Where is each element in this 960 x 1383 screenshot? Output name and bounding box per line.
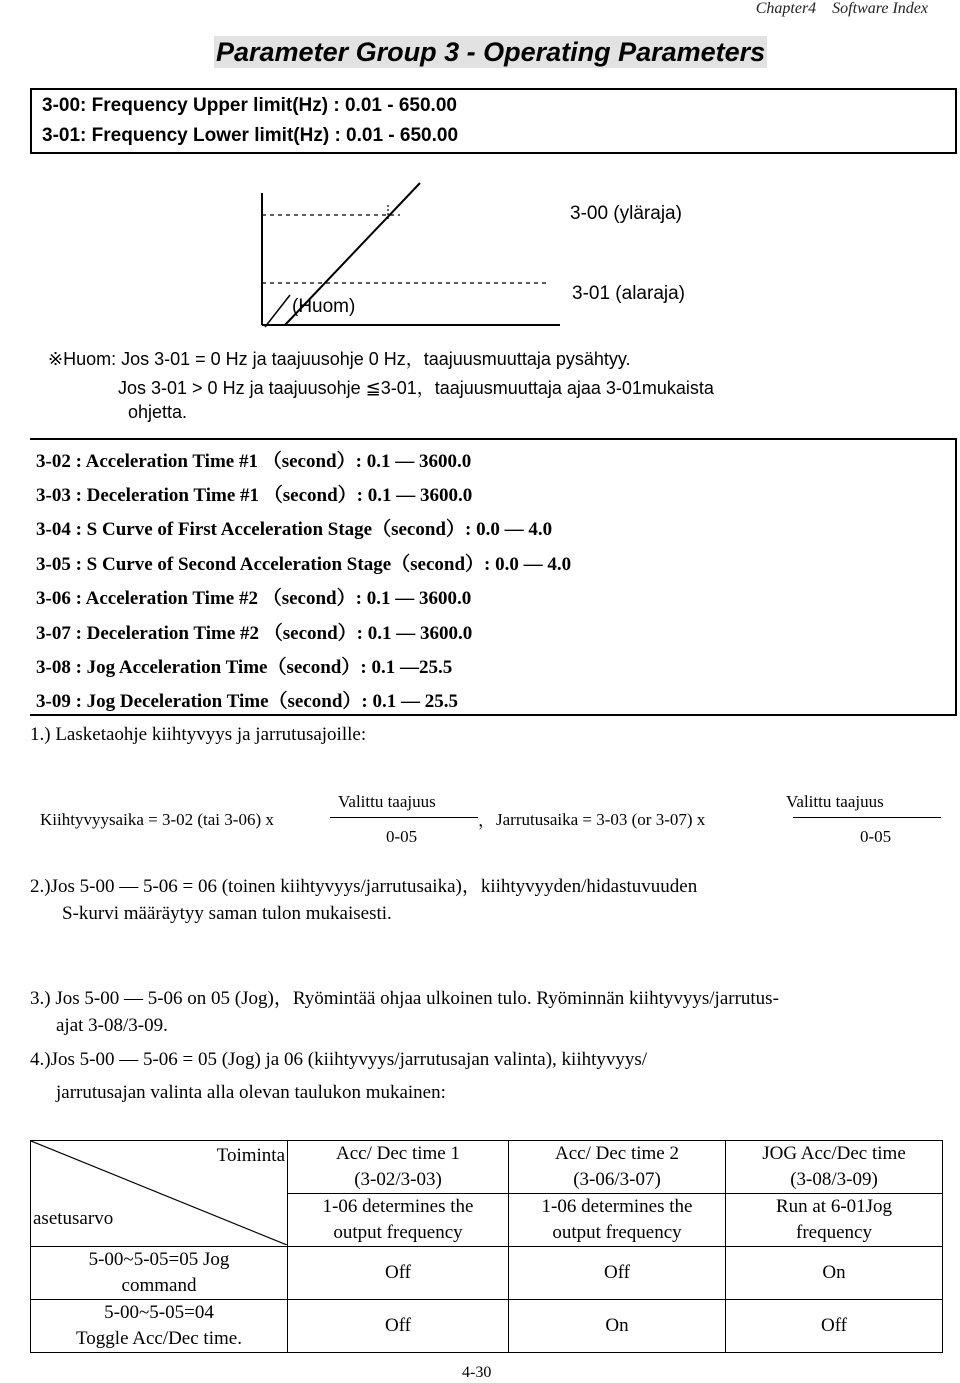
item-3-line-2: ajat 3-08/3-09.	[56, 1015, 168, 1036]
item-2-line-2: S-kurvi määräytyy saman tulon mukaisesti.	[62, 903, 392, 924]
table-cell	[288, 1194, 509, 1247]
acc-dec-selection-table	[30, 1140, 943, 1353]
corner-bottom-label: asetusarvo	[33, 1208, 114, 1229]
diagram-huom-stroke	[265, 295, 290, 327]
col-header-2-line-2: (3-06/3-07)	[573, 1169, 661, 1190]
col-header-2	[509, 1141, 726, 1194]
table-header-row	[31, 1141, 943, 1194]
formula-decel-left: Jarrutusaika = 3-03 (or 3-07) x	[496, 810, 706, 829]
cell-line: command	[121, 1275, 197, 1296]
table-cell: On	[726, 1247, 943, 1300]
section-label: Software Index	[832, 0, 928, 17]
table-cell: Off	[726, 1300, 943, 1353]
cell-line: 1-06 determines the	[541, 1196, 693, 1217]
col-header-3-line-1: JOG Acc/Dec time	[762, 1143, 906, 1164]
cell-line: output frequency	[552, 1222, 682, 1243]
formula-numerator: Valittu taajuus	[338, 792, 436, 811]
formula-denominator-2: 0-05	[860, 827, 892, 846]
lower-limit-label: 3-01 (alaraja)	[572, 283, 685, 304]
cell-line: Run at 6-01Jog	[775, 1196, 893, 1217]
note-line-1: ※Huom: Jos 3-01 = 0 Hz ja taajuusohje 0 Hz，taajuusmuuttaja pysähtyy.	[48, 349, 631, 369]
page-number: 4-30	[462, 1364, 492, 1381]
cell-line: output frequency	[333, 1222, 463, 1243]
cell-line: 5-00~5-05=04	[104, 1302, 214, 1323]
table-cell: Off	[288, 1247, 509, 1300]
chapter-label: Chapter4	[755, 0, 817, 17]
col-header-1-line-2: (3-02/3-03)	[354, 1169, 442, 1190]
row-label-jog	[31, 1247, 288, 1300]
formula-fraction-bar	[330, 817, 478, 818]
cell-line: Toggle Acc/Dec time.	[76, 1328, 242, 1349]
formula-accel-left: Kiihtyvyysaika = 3-02 (tai 3-06) x	[40, 810, 274, 829]
param-3-03: 3-03 : Deceleration Time #1 （second）: 0.1 — 3600.0	[36, 485, 473, 506]
col-header-3-line-2: (3-08/3-09)	[790, 1169, 878, 1190]
table-cell: Off	[509, 1247, 726, 1300]
param-3-02: 3-02 : Acceleration Time #1 （second）: 0.1 — 3600.0	[36, 451, 472, 472]
table-row	[31, 1247, 943, 1300]
cell-line: 5-00~5-05=05 Jog	[88, 1249, 230, 1270]
param-3-05: 3-05 : S Curve of Second Acceleration Stage（second）: 0.0 — 4.0	[36, 554, 572, 575]
page-title: Parameter Group 3 - Operating Parameters	[216, 37, 766, 67]
cell-line: frequency	[796, 1222, 872, 1243]
table-cell	[726, 1194, 943, 1247]
param-3-04: 3-04 : S Curve of First Acceleration Stage（second）: 0.0 — 4.0	[36, 519, 553, 540]
page-header	[756, 0, 928, 18]
table-row	[31, 1300, 943, 1353]
table-corner-cell	[31, 1141, 288, 1247]
param-3-06: 3-06 : Acceleration Time #2 （second）: 0.1 — 3600.0	[36, 588, 472, 609]
param-3-08: 3-08 : Jog Acceleration Time（second）: 0.1 —25.5	[36, 657, 453, 678]
item-1: 1.) Lasketaohje kiihtyvyys ja jarrutusajoille:	[30, 724, 367, 745]
item-3-line-1: 3.) Jos 5-00 — 5-06 on 05 (Jog)，Ryömintää ohjaa ulkoinen tulo. Ryöminnän kiihtyvyys/jarrutus-	[30, 988, 779, 1009]
col-header-2-line-1: Acc/ Dec time 2	[555, 1143, 679, 1164]
limit-upper: 3-00: Frequency Upper limit(Hz) : 0.01 - 650.00	[42, 95, 457, 116]
upper-limit-label: 3-00 (yläraja)	[570, 203, 682, 224]
note-line-2: Jos 3-01 > 0 Hz ja taajuusohje ≦3-01，taajuusmuuttaja ajaa 3-01mukaista	[118, 378, 714, 398]
formula-fraction-bar-2	[793, 817, 941, 818]
col-header-1-line-1: Acc/ Dec time 1	[336, 1143, 460, 1164]
col-header-1	[288, 1141, 509, 1194]
note-line-3: ohjetta.	[128, 402, 188, 422]
corner-top-label: Toiminta	[216, 1145, 285, 1166]
item-4-line-2: jarrutusajan valinta alla olevan taulukon mukainen:	[56, 1082, 446, 1103]
formula-numerator-2: Valittu taajuus	[786, 792, 884, 811]
item-4-line-1: 4.)Jos 5-00 — 5-06 = 05 (Jog) ja 06 (kiihtyvyys/jarrutusajan valinta), kiihtyvyys/	[30, 1049, 648, 1070]
table-cell: Off	[288, 1300, 509, 1353]
frequency-limits-box	[30, 88, 957, 154]
huom-label: (Huom)	[292, 296, 356, 317]
item-2-line-1: 2.)Jos 5-00 — 5-06 = 06 (toinen kiihtyvyys/jarrutusaika)，kiihtyvyyden/hidastuvuuden	[30, 876, 698, 897]
formula-denominator: 0-05	[386, 827, 418, 846]
row-label-toggle	[31, 1300, 288, 1353]
param-3-09: 3-09 : Jog Deceleration Time（second）: 0.1 — 25.5	[36, 691, 458, 712]
cell-line: 1-06 determines the	[322, 1196, 474, 1217]
table-cell: On	[509, 1300, 726, 1353]
col-header-3	[726, 1141, 943, 1194]
table-cell	[509, 1194, 726, 1247]
param-3-07: 3-07 : Deceleration Time #2 （second）: 0.1 — 3600.0	[36, 623, 473, 644]
limit-lower: 3-01: Frequency Lower limit(Hz) : 0.01 - 650.00	[42, 125, 459, 146]
formula-comma: ，	[478, 811, 495, 830]
